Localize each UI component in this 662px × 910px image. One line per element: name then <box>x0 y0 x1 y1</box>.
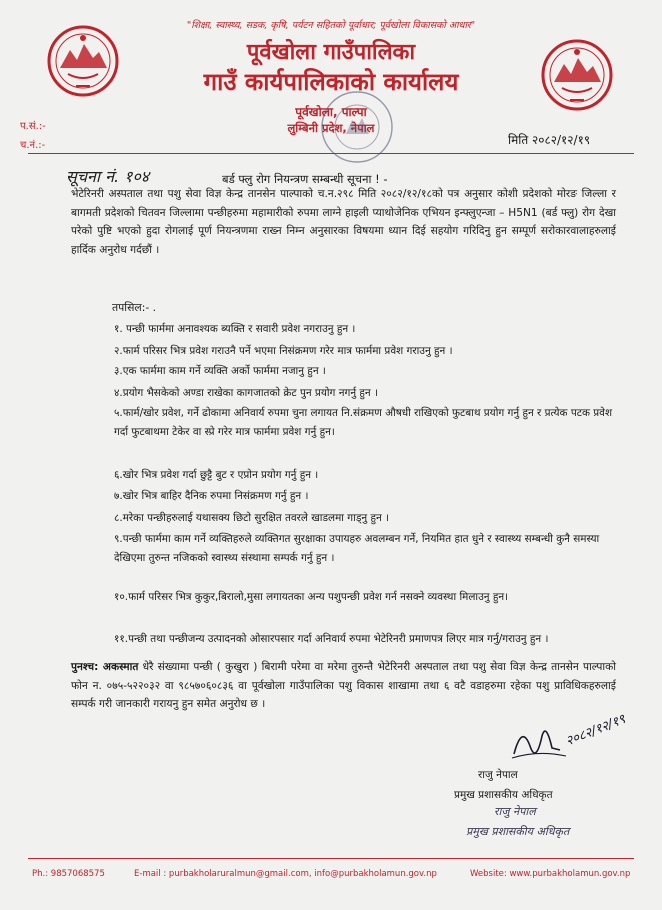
list-item: ५.फार्म/खोर प्रवेश, गर्ने ढोकामा अनिवार्य रुपमा चुना लगायत नि.संक्रमण औषधी राखिएको फुटबाथ प्रयोग गर्नु हुन र प्रत्येक पटक प्रवेश गर्दा फुटबाथमा टेकेर वा स्प्रे गरेर मात्र फार्ममा प्रवेश गर्नु हुन। <box>114 407 613 438</box>
list-item: ४.प्रयोग भैसकेको अण्डा राखेका कागजातको क्रेट पुन प्रयोग नगर्नु हुन । <box>114 387 378 399</box>
postscript-text: धेरै संख्यामा पन्छी ( कुखुरा ) बिरामी परेमा वा मरेमा तुरुन्तै भेटेरिनरी अस्पताल तथा पशु सेवा विज्ञ केन्द्र तानसेन पाल्पाको फोन न. ०७५-५२२०३२ वा ९८५७०६०८३६ वा पूर्वखोला गाउँपालिका पशु विकास शाखामा तथा ६ वटै वडाहरुमा रहेका पशु प्राविधिकहरुलाई सम्पर्क गरी जानकारी गरायनु हुन समेत अनुरोध छ । <box>71 661 616 711</box>
office-name: गाउँ कार्यपालिकाको कार्यालय <box>203 68 459 96</box>
signatory-name: राजु नेपाल <box>478 769 518 781</box>
notice-intro: भेटेरिनरी अस्पताल तथा पशु सेवा विज्ञ केन्द्र तानसेन पाल्पाको च.न.२९८ मिति २०८२/१२/१८को पत्र अनुसार कोशी प्रदेशको मोरङ जिल्ला र बागमती प्रदेशको चितवन जिल्लामा पन्छीहरुमा महामारीको रुपमा लाग्ने हाइली प्याथोजेनिक एभियन इन्फ्लुएन्जा – H5N1 (बर्ड फ्लु) रोग देखा परेको पुष्टि भएको हुदा रोगलाई पूर्ण नियन्त्रणमा राख्न निम्न अनुसारका विषयमा ध्यान दिई सहयोग गरिदिनु हुन सम्पूर्ण सरोकारवालाहरुलाई हार्दिक अनुरोध गर्दछौं । <box>71 188 616 256</box>
stamp-title: प्रमुख प्रशासकीय अधिकृत <box>466 825 570 838</box>
details-heading: तपसिल:- . <box>112 301 157 314</box>
address-line-1: पूर्वखोला, पाल्पा <box>295 105 367 119</box>
list-item: १०.फार्म परिसर भित्र कुकुर,बिरालो,मुसा लगायतका अन्य पशुपन्छी प्रवेश गर्न नसक्ने व्यवस्था मिलाउनु हुन। <box>114 591 509 603</box>
list-item: ८.मरेका पन्छीहरुलाई यथासक्य छिटो सुरक्षित तवरले खाडलमा गाड्नु हुन । <box>114 512 389 524</box>
signature-date: २०८२/१२/१९ <box>563 711 628 750</box>
list-item: ६.खोर भित्र प्रवेश गर्दा छुट्टै बुट र एप्रोन प्रयोग गर्नु हुन । <box>114 469 319 481</box>
org-name: पूर्वखोला गाउँपालिका <box>246 40 416 65</box>
office-seal-icon <box>318 88 396 166</box>
footer-phone: Ph.: 9857068575 <box>32 869 105 879</box>
footer-website: Website: www.purbakholamun.gov.np <box>470 869 631 879</box>
address-line-2: लुम्बिनी प्रदेश, नेपाल <box>287 121 375 135</box>
list-item: १. पन्छी फार्ममा अनावश्यक ब्यक्ति र सवारी प्रवेश नगराउनु हुन । <box>114 323 356 335</box>
chalani-number-label: च.नं.:- <box>20 140 46 151</box>
handwritten-signature <box>508 706 662 776</box>
notice-number: सूचना नं. १०४ <box>66 167 150 186</box>
postscript-label: पुनश्च: अकस्मात <box>71 661 139 673</box>
header-tagline: "शिक्षा, स्वास्थ्य, सडक, कृषि, पर्यटन सहितको पूर्वाधार; पूर्वखोला विकासको आधार" <box>186 20 476 31</box>
list-item: ९.पन्छी फार्ममा काम गर्ने व्यक्तिहरुले व्यक्तिगत सुरक्षाका उपायहरु अवलम्बन गर्ने, नियमित हात धुने र स्वास्थ्य सम्बन्धी कुनै समस्या देखिएमा तुरुन्त नजिकको स्वास्थ्य संस्थामा सम्पर्क गर्नु हुन । <box>114 533 600 564</box>
list-item: ७.खोर भित्र बाहिर दैनिक रुपमा निसंक्रमण गर्नु हुन । <box>114 490 309 502</box>
footer-email: E-mail : purbakholaruralmun@gmail.com, info@purbakholamun.gov.np <box>134 869 437 879</box>
list-item: ३.एक फार्ममा काम गर्ने व्यक्ति अर्को फार्ममा नजानु हुन । <box>114 365 326 377</box>
list-item: २.फार्म परिसर भित्र प्रवेश गराउनै पर्ने भएमा निसंक्रमण गरेर मात्र फार्ममा प्रवेश गराउनु हुन । <box>114 345 453 357</box>
notice-subject: बर्ड फ्लु रोग नियन्त्रण सम्बन्धी सूचना ! - <box>222 172 388 186</box>
header-divider <box>28 153 634 154</box>
list-item: ११.पन्छी तथा पन्छीजन्य उत्पादनको ओसारपसार गर्दा अनिवार्य रुपमा भेटेरिनरी प्रमाणपत्र लिएर मात्र गर्नु/गराउनु हुन । <box>114 633 549 645</box>
stamp-name: राजु नेपाल <box>494 805 536 818</box>
patra-sankhya-label: प.सं.:- <box>20 121 46 132</box>
letter-date: मिति २०८२/१२/१९ <box>508 133 591 147</box>
signatory-title: प्रमुख प्रशासकीय अधिकृत <box>454 789 553 801</box>
footer-divider <box>28 858 634 859</box>
name-stamp <box>466 804 616 844</box>
